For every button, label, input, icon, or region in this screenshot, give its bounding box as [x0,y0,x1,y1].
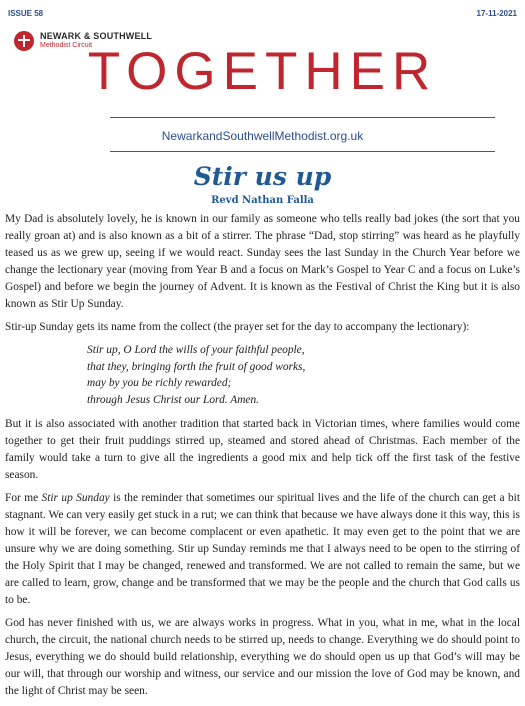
prayer-line: may by you be richly rewarded; [87,377,232,389]
paragraph-3: But it is also associated with another tradition that started back in Victorian times, where families would come together to get their fruit puddings stirred up, steamed and stored ahead of Christmas. Each member of the family would take a turn to give all the ingredients a good mix and help tick off the first task of the festive season. [5,418,520,481]
paragraph-4-rest: is the reminder that sometimes our spiritual lives and the life of the church can get a bit stagnant. We can very easily get stuck in a rut; we can think that because we have always done it this way, this is how it will be forever, we can become complacent or even apathetic. It may even get to the point that we are unsure why we are doing something. Stir up Sunday reminds me that I always need to be open to the stirring of the Holy Spirit that I may be changed, renewed and transformed. We are not called to remain the same, but we are called to learn, grow, change and be transformed that we may be the people and the church that God calls us to be. [5,492,520,606]
logo-subtitle: Methodist Circuit [40,42,93,49]
paragraph-4-prefix: For me [5,492,42,504]
paragraph-5: God has never finished with us, we are always works in progress. What in you, what in me, what in the local church, the circuit, the national church needs to be stirred up, needs to change. Everything we do should point to Jesus, everything we do should build relationship, everything we do should open us up that God’s will may be our will, that through our worship and witness, our service and our mission the love of God may be known, and the light of Christ may be seen. [5,617,520,697]
prayer-line: that they, bringing forth the fruit of good works, [87,360,306,373]
masthead-title: TOGETHER [87,42,438,101]
article-body [5,211,520,706]
divider-bottom [110,151,495,152]
article-author: Revd Nathan Falla [211,195,314,206]
collect-prayer [87,342,520,408]
paragraph-4 [5,490,520,609]
divider-top [110,117,495,118]
website-link[interactable]: NewarkandSouthwellMethodist.org.uk [161,129,364,143]
issue-date: 17-11-2021 [476,8,517,18]
paragraph-4-emphasis: Stir up Sunday [41,492,110,504]
prayer-line: Stir up, O Lord the wills of your faithful people, [87,344,305,356]
prayer-line: through Jesus Christ our Lord. Amen. [87,393,260,406]
logo-name: NEWARK & SOUTHWELL [40,31,153,41]
top-bar [8,6,517,20]
paragraph-1: My Dad is absolutely lovely, he is known in our family as someone who tells really bad jokes (the sort that you really groan at) and is also known as a bit of a stirrer. The phrase “Dad, stop stirring” was heard as he playfully teased us as we grew up, seeing if we would react. Sunday sees the last Sunday in the Church Year before we change the lectionary year (moving from Year B and a focus on Mark’s Gospel to Year C and a focus on Luke’s Gospel) and before we begin the journey of Advent. It is known as the Festival of Christ the King but it is also known as Stir Up Sunday. [5,213,520,310]
issue-number: ISSUE 58 [8,8,44,18]
article-title: Stir us up [193,162,332,191]
paragraph-2: Stir-up Sunday gets its name from the collect (the prayer set for the day to accompany the lectionary): [5,321,470,333]
